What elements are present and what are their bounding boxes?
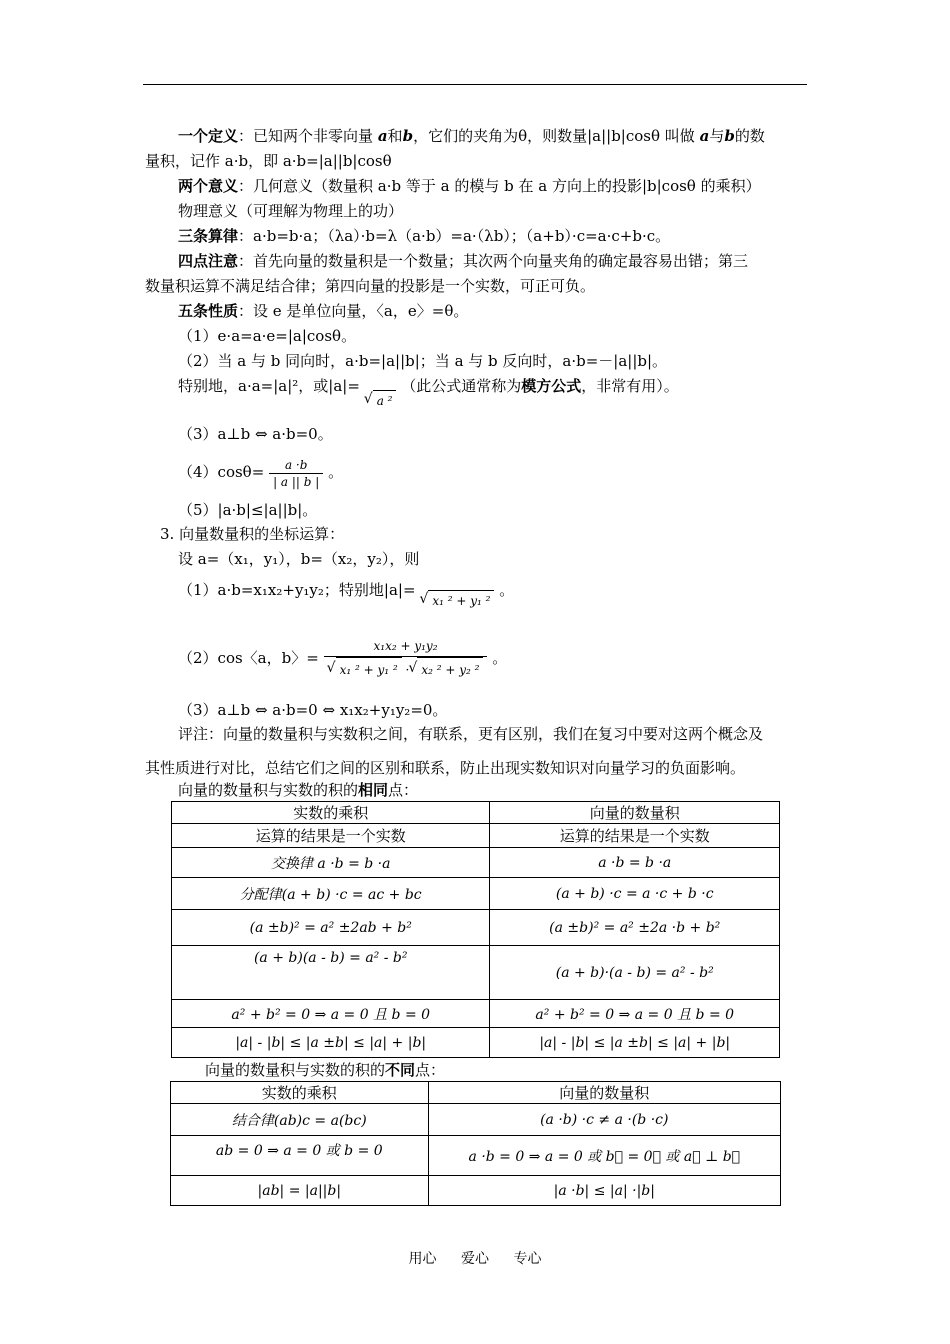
difference-table xyxy=(170,1081,781,1206)
table-cell: a ·b = 0 ⇒ a = 0 或 b⃗ = 0⃗ 或 a⃗ ⊥ b⃗ xyxy=(428,1136,780,1176)
property-4: （4）cosθ= $\frac{a \cdot b}{| a || b |}$ 。 xyxy=(178,457,344,489)
table-row xyxy=(172,802,780,824)
table-row xyxy=(172,848,780,878)
table-cell: 运算的结果是一个实数 xyxy=(490,824,780,848)
table-cell: 交换律 a ·b = b ·a xyxy=(172,848,490,878)
cos-fraction: $\frac{a \cdot b}{| a || b |}$ xyxy=(269,457,323,490)
property-2: （2）当 a 与 b 同向时，a·b=|a||b|；当 a 与 b 反向时，a·b=－|a||b|。 xyxy=(178,352,668,370)
comment-line-2: 其性质进行对比，总结它们之间的区别和联系，防止出现实数知识对向量学习的负面影响。 xyxy=(145,759,746,777)
table-cell: |ab| = |a||b| xyxy=(171,1176,429,1206)
table-row xyxy=(171,1082,781,1104)
property-5: （5）|a·b|≤|a||b|。 xyxy=(178,501,318,519)
laws-line: 三条算律：a·b=b·a；（λa）·b=λ（a·b）=a·（λb）；（a+b）·c=a·c+b·c。 xyxy=(178,227,671,245)
table-cell: (a + b)(a - b) = a² - b² xyxy=(172,946,490,1000)
properties-line: 五条性质：设 e 是单位向量，〈a，e〉=θ。 xyxy=(178,302,469,320)
coord-set: 设 a=（x₁，y₁），b=（x₂，y₂），则 xyxy=(178,550,420,568)
coord-title: 3. 向量数量积的坐标运算： xyxy=(160,525,345,543)
diff-title: 向量的数量积与实数的积的不同点： xyxy=(205,1061,446,1079)
property-special: 特别地，a·a=|a|²，或|a|= √ a ² （此公式通常称为模方公式，非常有用）。 xyxy=(178,376,679,411)
table-row xyxy=(172,946,780,1000)
table-row xyxy=(172,910,780,946)
table-cell: a ·b = b ·a xyxy=(490,848,780,878)
table-cell: (a ·b) ·c ≠ a ·(b ·c) xyxy=(428,1104,780,1136)
comment-line-1: 评注：向量的数量积与实数积之间，有联系，更有区别，我们在复习中要对这两个概念及 xyxy=(178,725,764,743)
table-cell: |a| - |b| ≤ |a ±b| ≤ |a| + |b| xyxy=(172,1028,490,1058)
notes-line-2: 数量积运算不满足结合律；第四向量的投影是一个实数，可正可负。 xyxy=(145,277,596,295)
table-cell: 向量的数量积 xyxy=(428,1082,780,1104)
table-cell: ab = 0 ⇒ a = 0 或 b = 0 xyxy=(171,1136,429,1176)
property-1: （1）e·a=a·e=|a|cosθ。 xyxy=(178,327,357,345)
table-row xyxy=(172,824,780,848)
property-3: （3）a⊥b ⇔ a·b=0。 xyxy=(178,425,333,443)
table-cell: |a| - |b| ≤ |a ±b| ≤ |a| + |b| xyxy=(490,1028,780,1058)
table-row xyxy=(171,1136,781,1176)
table-cell: 实数的乘积 xyxy=(171,1082,429,1104)
table-cell: 结合律(ab)c = a(bc) xyxy=(171,1104,429,1136)
cos-coord-fraction: x₁x₂ + y₁y₂ √ x₁ ² + y₁ ² ·√ x₂ ² + y₂ ² xyxy=(324,636,488,682)
coord-1: （1）a·b=x₁x₂+y₁y₂；特别地|a|= √ x₁ ² + y₁ ² 。 xyxy=(178,580,514,611)
definition-line-2: 量积，记作 a·b，即 a·b=|a||b|cosθ xyxy=(145,152,392,170)
similarity-table xyxy=(171,801,780,1058)
table-row xyxy=(171,1104,781,1136)
notes-line: 四点注意：首先向量的数量积是一个数量；其次两个向量夹角的确定最容易出错；第三 xyxy=(178,252,749,270)
coord-3: （3）a⊥b ⇔ a·b=0 ⇔ x₁x₂+y₁y₂=0。 xyxy=(178,701,448,719)
table-cell: 实数的乘积 xyxy=(172,802,490,824)
table-cell: 向量的数量积 xyxy=(490,802,780,824)
sqrt-formula: √ a ² xyxy=(373,390,397,411)
meaning-line: 两个意义：几何意义（数量积 a·b 等于 a 的模与 b 在 a 方向上的投影|b|cosθ 的乘积） xyxy=(178,177,761,195)
table-cell: a² + b² = 0 ⇒ a = 0 且 b = 0 xyxy=(490,1000,780,1028)
table-row xyxy=(172,1000,780,1028)
table-row xyxy=(172,878,780,910)
page-footer: 用心 爱心 专心 xyxy=(408,1251,542,1267)
meaning-line-2: 物理意义（可理解为物理上的功） xyxy=(178,202,404,220)
table-cell: (a ±b)² = a² ±2a ·b + b² xyxy=(490,910,780,946)
table-row xyxy=(171,1176,781,1206)
header-rule xyxy=(143,84,807,85)
same-title: 向量的数量积与实数的积的相同点： xyxy=(178,781,419,799)
table-cell: a² + b² = 0 ⇒ a = 0 且 b = 0 xyxy=(172,1000,490,1028)
table-cell: 运算的结果是一个实数 xyxy=(172,824,490,848)
table-row xyxy=(172,1028,780,1058)
table-cell: (a ±b)² = a² ±2ab + b² xyxy=(172,910,490,946)
table-cell: (a + b) ·c = a ·c + b ·c xyxy=(490,878,780,910)
table-cell: 分配律(a + b) ·c = ac + bc xyxy=(172,878,490,910)
table-cell: (a + b)·(a - b) = a² - b² xyxy=(490,946,780,1000)
definition-line: 一个定义：已知两个非零向量 a和b，它们的夹角为θ，则数量|a||b|cosθ 叫做 a与b的数 xyxy=(178,127,765,145)
table-cell: |a ·b| ≤ |a| ·|b| xyxy=(428,1176,780,1206)
coord-2: （2）cos〈a，b〉= x₁x₂ + y₁y₂ √ x₁ ² + y₁ ² ·√ x₂ ² + y₂ ² 。 xyxy=(178,630,507,686)
